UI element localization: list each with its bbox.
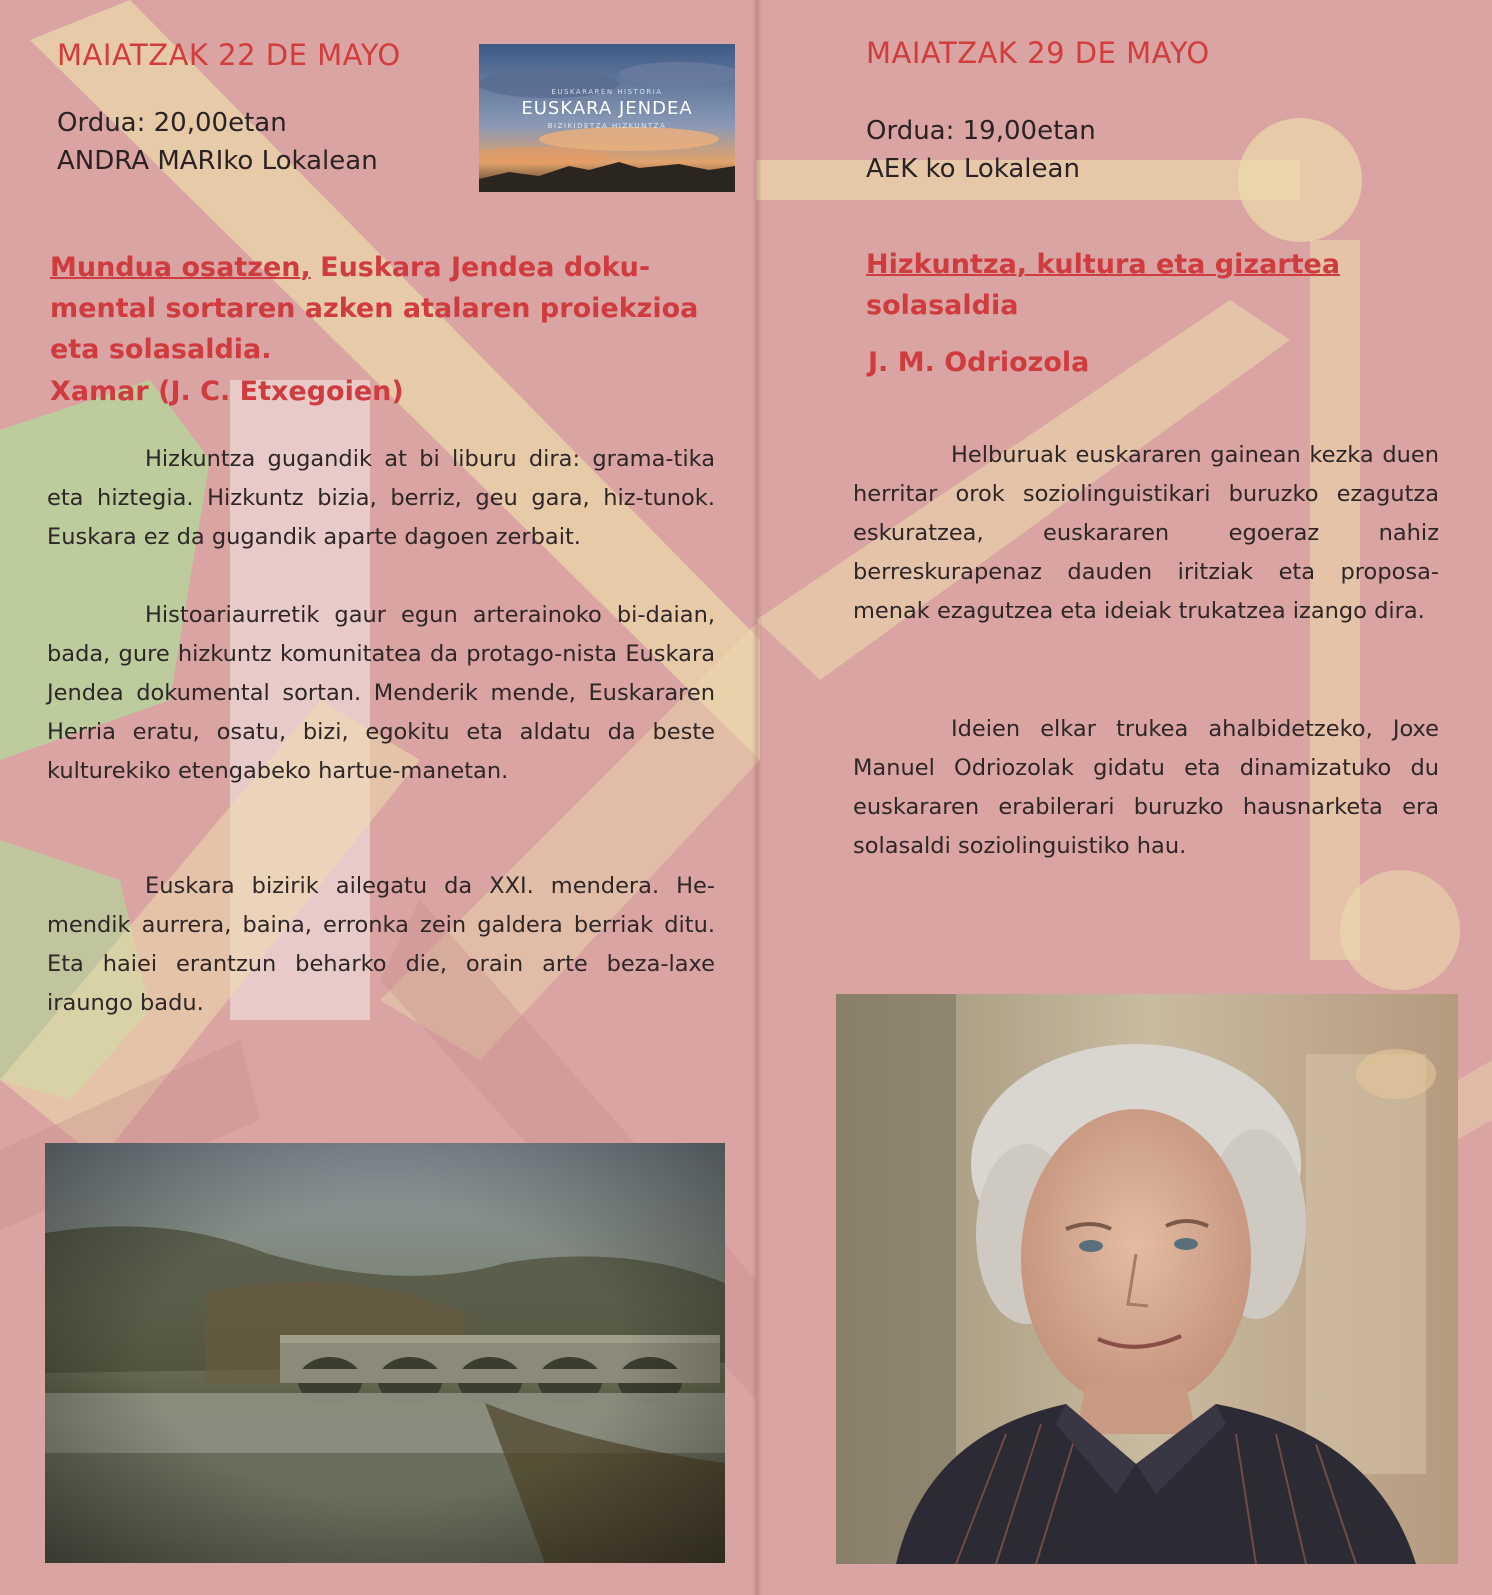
event-time: Ordua: 20,00etan: [57, 108, 287, 138]
event-date: MAIATZAK 22 DE MAYO: [57, 38, 401, 72]
portrait-photo: [836, 994, 1458, 1564]
body-paragraph: Ideien elkar trukea ahalbidetzeko, Joxe Manuel Odriozolak gidatu eta dinamizatuko du euskararen erabilerari buruzko hausnarketa era solasaldi soziolinguistiko hau.: [853, 716, 1439, 859]
body-paragraph: Hizkuntza gugandik at bi liburu dira: grama-tika eta hiztegia. Hizkuntz bizia, berriz, geu gara, hiz-tunok. Euskara ez da gugandik aparte dagoen zerbait.: [47, 446, 715, 550]
speaker-name: J. M. Odriozola: [868, 347, 1090, 378]
event-heading-underlined: Hizkuntza, kultura eta gizartea: [866, 249, 1341, 280]
event-heading-rest: Euskara Jendea doku-mental sortaren azken atalaren proiekzioa eta solasaldia.: [50, 252, 699, 365]
body-paragraph: Helburuak euskararen gainean kezka duen herritar orok soziolinguistikari buruzko ezagutza eskuratzea, euskararen egoeraz nahiz berreskurapenaz dauden iritziak eta proposa-menak ezagutzea eta ideiak trukatzea izango dira.: [853, 442, 1439, 624]
event-heading-underlined: Mundua osatzen,: [50, 252, 311, 283]
portrait-image: [836, 994, 1458, 1564]
right-panel: [756, 0, 1492, 1595]
event-time: Ordua: 19,00etan: [866, 116, 1096, 146]
event-heading: [866, 244, 1426, 326]
event-heading-rest: solasaldia: [866, 290, 1019, 321]
event-place: AEK ko Lokalean: [866, 154, 1080, 184]
bridge-photo: [45, 1143, 725, 1563]
event-place: ANDRA MARIko Lokalean: [57, 146, 378, 176]
thumbnail-title: EUSKARA JENDEA: [521, 98, 693, 119]
speaker-name: Xamar (J. C. Etxegoien): [50, 376, 404, 407]
thumbnail-top-text: EUSKARAREN HISTORIA: [551, 88, 663, 96]
documentary-thumbnail: [479, 44, 735, 192]
body-paragraph: Euskara bizirik ailegatu da XXI. mendera. He-mendik aurrera, baina, erronka zein galdera berriak ditu. Eta haiei erantzun beharko die, orain arte beza-laxe iraungo badu.: [47, 873, 715, 1016]
event-heading: [50, 247, 720, 370]
bridge-image: [45, 1143, 725, 1563]
event-time-place: [866, 112, 1096, 188]
body-paragraph: Histoariaurretik gaur egun arterainoko bi-daian, bada, gure hizkuntz komunitatea da protago-nista Euskara Jendea dokumental sortan. Menderik mende, Euskararen Herria eratu, osatu, bizi, egokitu eta aldatu da beste kulturekiko etengabeko hartue-manetan.: [47, 602, 715, 784]
event-date: MAIATZAK 29 DE MAYO: [866, 36, 1210, 70]
event-time-place: [57, 104, 378, 180]
thumbnail-bottom-text: BIZIKIDETZA HIZKUNTZA: [547, 122, 667, 130]
